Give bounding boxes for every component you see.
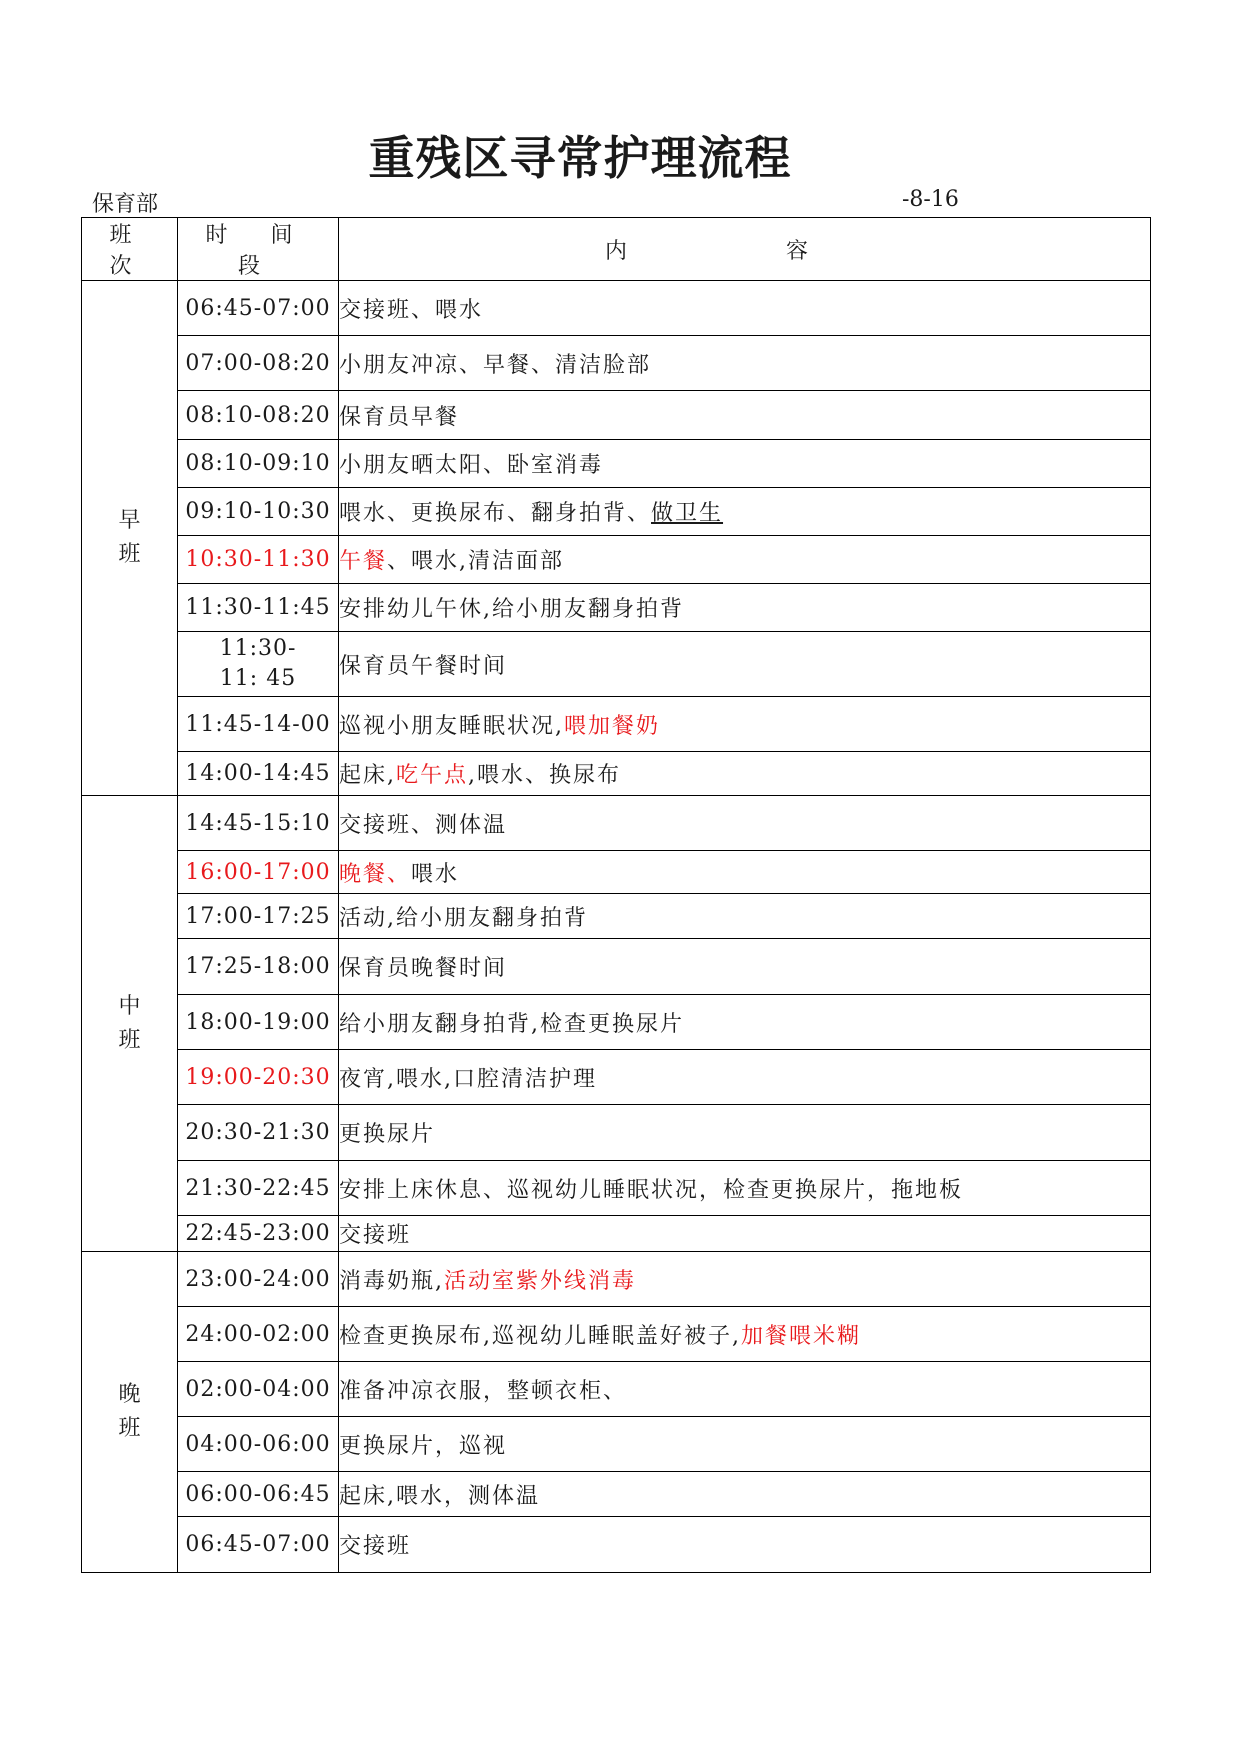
content-cell xyxy=(339,1105,1151,1161)
time-cell: 09:10-10:30 xyxy=(178,488,339,536)
table-row xyxy=(82,796,1151,851)
content-text: 起床, xyxy=(339,763,396,788)
shift-night xyxy=(82,1252,178,1573)
table-row xyxy=(82,752,1151,796)
content-cell xyxy=(339,796,1151,851)
content-cell xyxy=(339,584,1151,632)
content-text: ,喂水、换尿布 xyxy=(468,763,622,788)
content-text: 安排幼儿午休,给小朋友翻身拍背 xyxy=(339,597,684,622)
table-row xyxy=(82,894,1151,939)
time-cell: 20:30-21:30 xyxy=(178,1105,339,1161)
shift-night-char2: 班 xyxy=(118,1416,141,1441)
content-text: 交接班 xyxy=(339,1223,412,1248)
content-text: 保育员早餐 xyxy=(339,404,460,430)
time-cell: 06:00-06:45 xyxy=(178,1472,339,1517)
time-cell-highlight: 16:00-17:00 xyxy=(178,851,339,894)
content-text: 、喂水,清洁面部 xyxy=(387,549,565,574)
time-cell-highlight: 10:30-11:30 xyxy=(178,536,339,584)
time-line1: 11:30- xyxy=(219,636,297,661)
table-row xyxy=(82,391,1151,440)
time-cell: 17:25-18:00 xyxy=(178,939,339,995)
time-cell: 21:30-22:45 xyxy=(178,1161,339,1216)
table-row xyxy=(82,1417,1151,1472)
content-text: 保育员午餐时间 xyxy=(339,653,508,679)
shift-middle-char1: 中 xyxy=(118,993,141,1019)
time-cell: 24:00-02:00 xyxy=(178,1307,339,1362)
time-cell: 18:00-19:00 xyxy=(178,995,339,1050)
content-text: 安排上床休息、巡视幼儿睡眠状况，检查更换尿片，拖地板 xyxy=(339,1177,964,1203)
table-row xyxy=(82,697,1151,752)
header-row xyxy=(82,218,1151,281)
table-row xyxy=(82,1105,1151,1161)
content-cell xyxy=(339,851,1151,894)
content-cell xyxy=(339,391,1151,440)
table-row xyxy=(82,632,1151,697)
table-row xyxy=(82,1517,1151,1573)
table-row xyxy=(82,1161,1151,1216)
content-text-highlight: 喂加餐奶 xyxy=(564,713,661,739)
time-cell: 14:45-15:10 xyxy=(178,796,339,851)
table-row xyxy=(82,1362,1151,1417)
content-cell xyxy=(339,336,1151,391)
time-cell: 02:00-04:00 xyxy=(178,1362,339,1417)
table-row xyxy=(82,1307,1151,1362)
content-text-underlined: 做卫生 xyxy=(651,501,724,526)
content-cell xyxy=(339,536,1151,584)
shift-morning-char1: 早 xyxy=(118,508,141,533)
content-cell xyxy=(339,995,1151,1050)
content-text: 活动,给小朋友翻身拍背 xyxy=(339,905,588,931)
content-text: 巡视小朋友睡眠状况, xyxy=(339,713,564,739)
time-cell: 14:00-14:45 xyxy=(178,752,339,796)
table-row xyxy=(82,281,1151,336)
content-text: 喂水 xyxy=(411,861,460,887)
time-cell xyxy=(178,632,339,697)
time-cell: 23:00-24:00 xyxy=(178,1252,339,1307)
content-cell xyxy=(339,632,1151,697)
table-row xyxy=(82,536,1151,584)
table-row xyxy=(82,939,1151,995)
shift-morning xyxy=(82,281,178,796)
content-text: 给小朋友翻身拍背,检查更换尿片 xyxy=(339,1011,684,1037)
time-cell: 11:45-14-00 xyxy=(178,697,339,752)
time-cell: 04:00-06:00 xyxy=(178,1417,339,1472)
time-cell: 06:45-07:00 xyxy=(178,1517,339,1573)
content-cell xyxy=(339,1252,1151,1307)
content-text: 更换尿片 xyxy=(339,1122,436,1147)
time-cell: 22:45-23:00 xyxy=(178,1216,339,1252)
content-cell xyxy=(339,697,1151,752)
content-cell xyxy=(339,1307,1151,1362)
content-cell xyxy=(339,488,1151,536)
content-text: 交接班、测体温 xyxy=(339,812,508,838)
header-time: 时 间 段 xyxy=(178,218,339,281)
shift-night-char1: 晚 xyxy=(118,1382,141,1407)
content-cell xyxy=(339,1161,1151,1216)
header-shift: 班 次 xyxy=(82,218,178,281)
table-row xyxy=(82,851,1151,894)
time-cell-highlight: 19:00-20:30 xyxy=(178,1050,339,1105)
content-text: 小朋友冲凉、早餐、清洁脸部 xyxy=(339,352,652,378)
shift-middle-char2: 班 xyxy=(118,1027,141,1053)
content-cell xyxy=(339,939,1151,995)
time-cell: 11:30-11:45 xyxy=(178,584,339,632)
time-cell: 08:10-09:10 xyxy=(178,440,339,488)
shift-morning-char2: 班 xyxy=(118,542,141,567)
content-text: 夜宵,喂水,口腔清洁护理 xyxy=(339,1066,597,1092)
content-cell xyxy=(339,752,1151,796)
content-cell xyxy=(339,1417,1151,1472)
care-schedule-table xyxy=(81,217,1151,1573)
table-row xyxy=(82,1252,1151,1307)
content-text-highlight: 午餐 xyxy=(339,549,388,574)
content-text-highlight: 加餐喂米糊 xyxy=(741,1323,862,1349)
table-row xyxy=(82,1216,1151,1252)
content-cell xyxy=(339,1362,1151,1417)
table-row xyxy=(82,584,1151,632)
content-cell xyxy=(339,281,1151,336)
time-cell: 07:00-08:20 xyxy=(178,336,339,391)
department-label: 保育部 xyxy=(92,192,159,217)
shift-middle xyxy=(82,796,178,1252)
content-cell xyxy=(339,1517,1151,1573)
content-text: 喂水、更换尿布、翻身拍背、 xyxy=(339,501,652,526)
content-text: 检查更换尿布,巡视幼儿睡眠盖好被子, xyxy=(339,1323,741,1349)
content-text: 保育员晚餐时间 xyxy=(339,956,508,981)
table-row xyxy=(82,336,1151,391)
content-text: 起床,喂水，测体温 xyxy=(339,1483,540,1509)
header-content: 内 容 xyxy=(339,218,1151,281)
table-row xyxy=(82,1050,1151,1105)
time-cell: 17:00-17:25 xyxy=(178,894,339,939)
content-text-highlight: 晚餐、 xyxy=(339,861,412,887)
content-text: 准备冲凉衣服，整顿衣柜、 xyxy=(339,1378,628,1404)
content-text: 更换尿片，巡视 xyxy=(339,1433,508,1459)
table-row xyxy=(82,488,1151,536)
content-cell xyxy=(339,440,1151,488)
content-text-highlight: 活动室紫外线消毒 xyxy=(444,1268,637,1294)
content-text: 交接班、喂水 xyxy=(339,297,484,323)
content-cell xyxy=(339,894,1151,939)
content-text: 交接班 xyxy=(339,1534,412,1559)
time-line2: 11: 45 xyxy=(219,666,297,691)
table-row xyxy=(82,1472,1151,1517)
content-cell xyxy=(339,1472,1151,1517)
content-text: 消毒奶瓶, xyxy=(339,1268,444,1294)
content-text: 小朋友晒太阳、卧室消毒 xyxy=(339,453,604,478)
page-title: 重残区寻常护理流程 xyxy=(368,131,792,185)
time-cell: 08:10-08:20 xyxy=(178,391,339,440)
content-cell xyxy=(339,1050,1151,1105)
table-row xyxy=(82,440,1151,488)
table-row xyxy=(82,995,1151,1050)
time-cell: 06:45-07:00 xyxy=(178,281,339,336)
content-cell xyxy=(339,1216,1151,1252)
content-text-highlight: 吃午点 xyxy=(396,763,469,788)
date-label: -8-16 xyxy=(902,187,959,212)
